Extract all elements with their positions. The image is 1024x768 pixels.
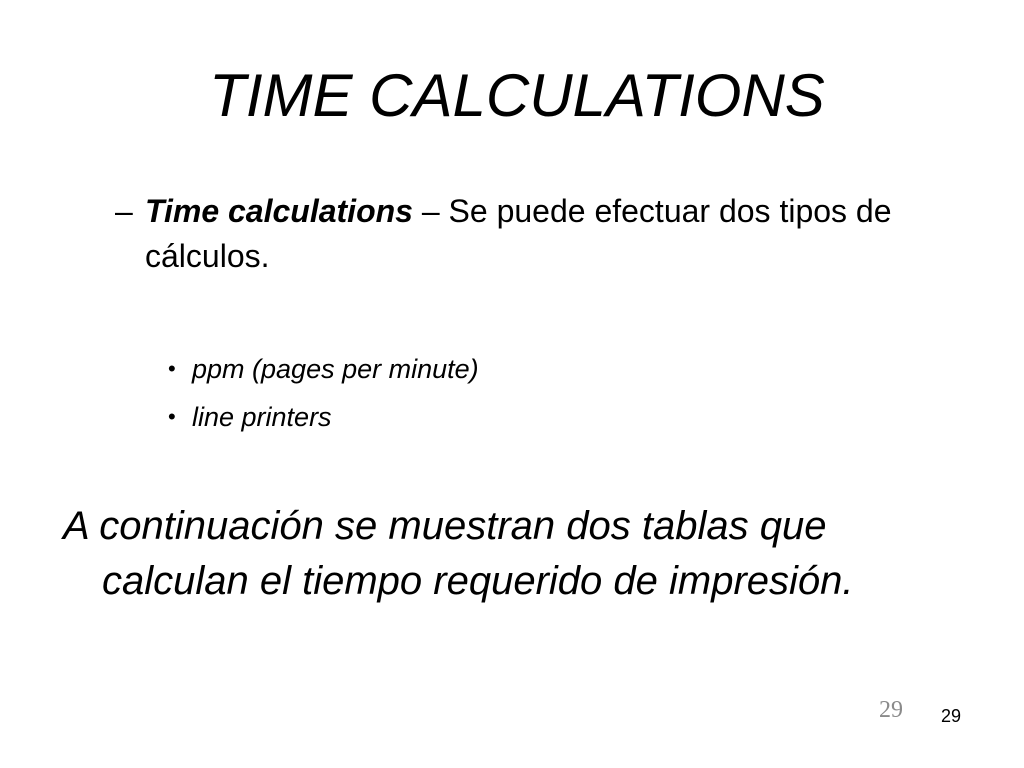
sub-bullet-label: ppm (pages per minute) [192, 354, 479, 384]
bullet-marker: • [168, 356, 176, 381]
main-bullet-rest: – Se puede efectuar dos tipos de cálculos. [145, 193, 892, 274]
sub-bullet-line-printers [168, 400, 768, 434]
sub-bullet-ppm [168, 352, 768, 386]
bullet-marker: • [168, 404, 176, 429]
main-bullet-text [145, 189, 935, 279]
slide-title: TIME CALCULATIONS [209, 62, 825, 129]
slide-number-master: 29 [879, 697, 903, 723]
main-bullet-term: Time calculations [145, 193, 413, 229]
body-paragraph: A continuación se muestran dos tablas que calculan el tiempo requerido de impresión. [63, 504, 854, 603]
main-bullet [115, 189, 935, 279]
dash-marker: – [115, 193, 133, 229]
sub-bullet-label: line printers [192, 402, 332, 432]
slide-number-footer: 29 [941, 706, 962, 726]
